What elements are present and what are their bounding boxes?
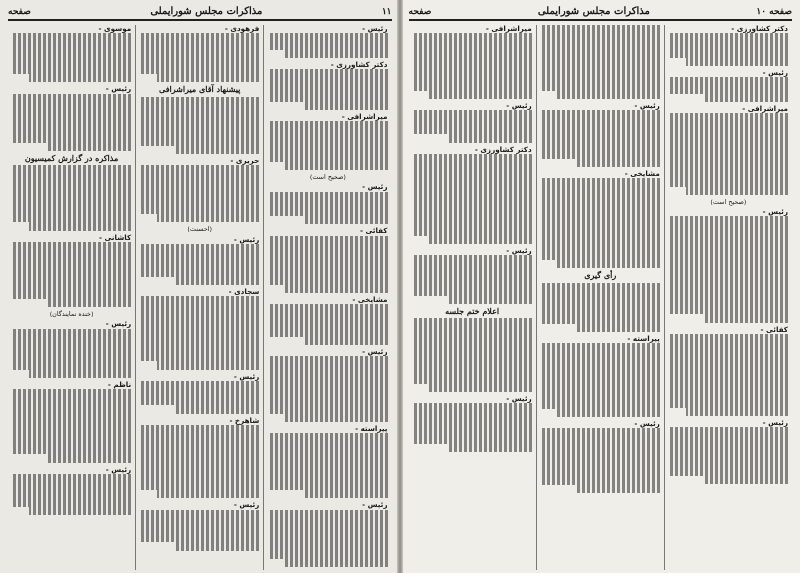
speaker-label: رئیس -	[233, 371, 260, 381]
note: (صحیح است)	[309, 173, 346, 182]
speaker-label: رئیس -	[634, 100, 660, 110]
speaker-label: رئیس -	[233, 500, 260, 510]
speaker-label: رئیس -	[233, 234, 260, 244]
page-label-left: صفحه	[8, 6, 31, 17]
column-right-3	[408, 25, 536, 570]
speaker-label: کفائی -	[760, 324, 788, 334]
column-right-1	[665, 25, 792, 570]
speaker-label: رئیس -	[762, 417, 788, 427]
section-heading: مذاکره در گزارش کمیسیون	[24, 152, 119, 163]
speaker-label: پیراسته -	[627, 333, 660, 343]
speaker-label: رئیس -	[762, 207, 788, 216]
speaker-label: موسوی -	[98, 25, 132, 33]
speaker-label: رئیس -	[506, 394, 532, 404]
speaker-label: رئیس -	[762, 67, 788, 77]
page-label-right: صفحه ۱۰	[756, 6, 792, 17]
speaker-label: پیراسته -	[355, 423, 388, 433]
note: (خنده نمایندگان)	[49, 310, 94, 319]
speaker-label: کاشانی -	[99, 232, 132, 242]
page-right	[401, 0, 800, 573]
columns-right	[409, 25, 793, 570]
speaker-label: مشایخی -	[352, 294, 388, 304]
note: (احسنت)	[187, 225, 213, 234]
speaker-label: رئیس -	[362, 25, 388, 33]
speaker-label: فرهودی -	[224, 25, 260, 33]
speaker-label: ناظم -	[107, 379, 132, 389]
speaker-label: رئیس -	[506, 245, 532, 255]
speaker-label: رئیس -	[105, 464, 132, 474]
binding-gutter	[397, 0, 403, 573]
note: (صحیح است)	[710, 197, 747, 206]
speaker-label: حریری -	[230, 155, 260, 165]
page-header-left	[8, 6, 392, 21]
speaker-label: رئیس -	[105, 84, 132, 94]
speaker-label: شاهرخ -	[229, 415, 260, 425]
column-left-3	[8, 25, 136, 570]
speaker-label: کفائی -	[359, 226, 388, 236]
section-heading: پیشنهاد آقای میراشرافی	[159, 84, 241, 95]
section-label-right: صفحه	[408, 6, 432, 17]
section-heading: رأی گیری	[584, 270, 617, 281]
column-left-1	[264, 25, 391, 570]
column-left-2	[136, 25, 264, 570]
column-right-2	[537, 25, 665, 570]
page-number-left: ۱۱	[381, 6, 392, 17]
speaker-label: رئیس -	[362, 500, 388, 510]
speaker-label: میراشرافی -	[742, 103, 788, 113]
speaker-label: رئیس -	[362, 347, 388, 357]
page-title-left: مذاکرات مجلس شورایملی	[150, 6, 263, 17]
speaker-label: رئیس -	[362, 182, 388, 192]
speaker-label: دکتر کشاورزی -	[731, 25, 788, 33]
speaker-label: میراشرافی -	[341, 111, 388, 121]
speaker-label: رئیس -	[634, 418, 660, 428]
section-heading: اعلام ختم جلسه	[445, 306, 500, 317]
speaker-label: دکتر کشاورزی -	[330, 59, 388, 69]
speaker-label: سجادی -	[228, 286, 260, 296]
columns-left	[8, 25, 392, 570]
speaker-label: میراشرافی -	[485, 25, 532, 33]
speaker-label: مشایخی -	[624, 169, 660, 179]
page-header-right	[409, 6, 793, 21]
speaker-label: رئیس -	[105, 319, 132, 329]
speaker-label: رئیس -	[506, 100, 532, 110]
speaker-label: دکتر کشاورزی -	[474, 144, 532, 154]
page-title-right: مذاکرات مجلس شورایملی	[537, 6, 650, 17]
